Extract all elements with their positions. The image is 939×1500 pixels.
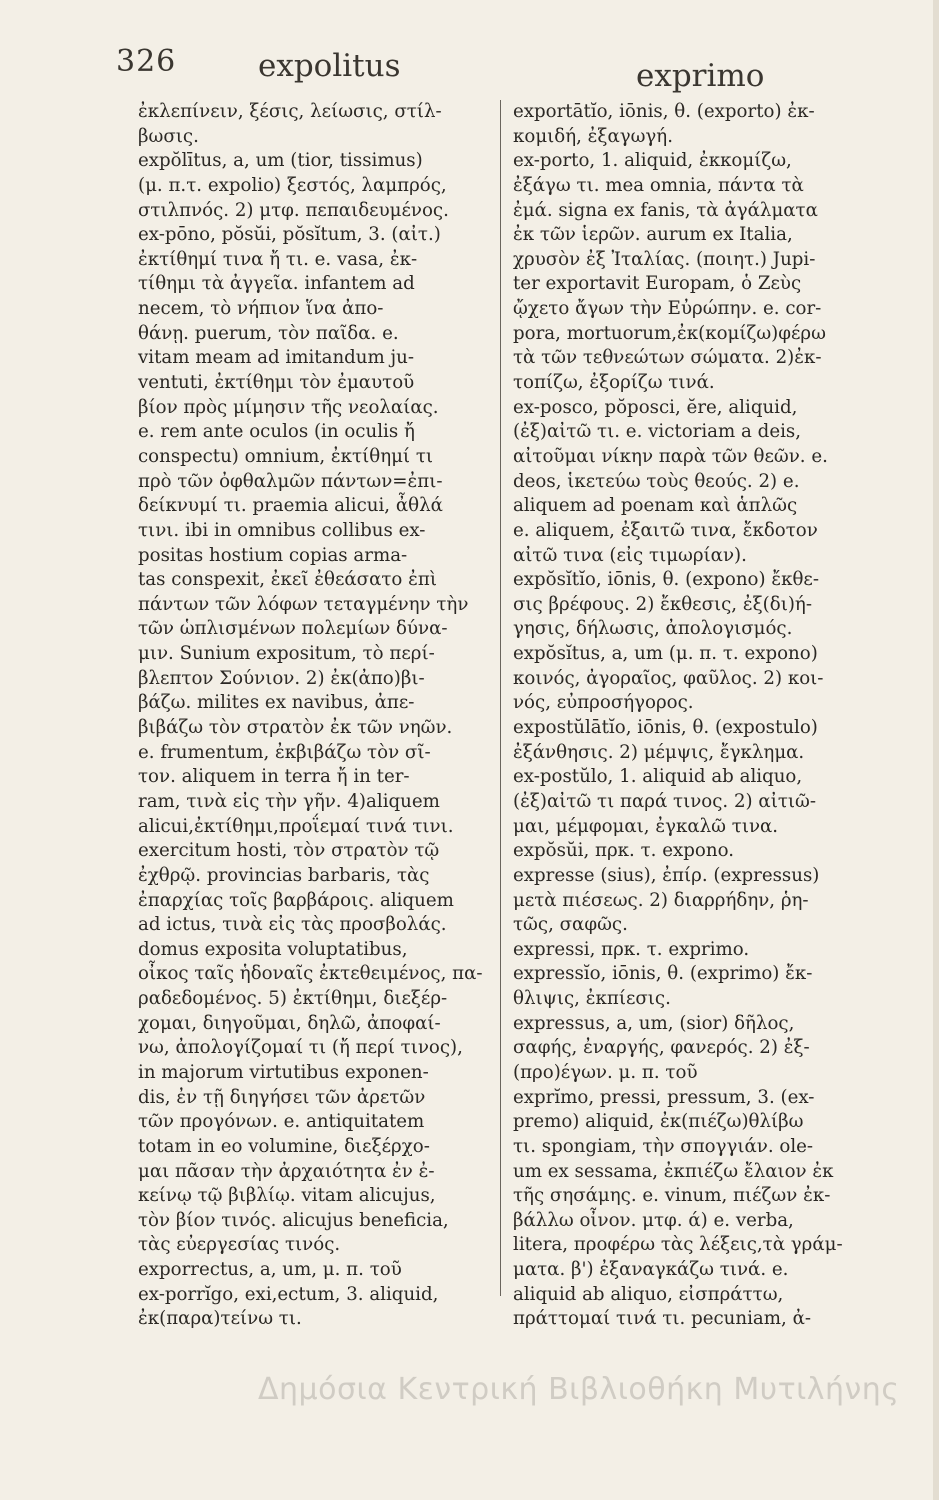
text-line: ex-pōno, pŏsŭi, pŏsĭtum, 3. (αἰτ.) [138, 224, 441, 246]
text-line: πρὸ τῶν ὀφθαλμῶν πάντων=ἐπι- [138, 470, 443, 492]
text-line: ἐπαρχίας τοῖς βαρβάροις. aliquem [138, 889, 454, 911]
text-line: in majorum virtutibus exponen- [138, 1061, 429, 1083]
text-line: alicui,ἐκτίθημι,προΐεμαί τινά τινι. [138, 815, 454, 837]
text-line: τῶν προγόνων. e. antiquitatem [138, 1111, 425, 1133]
text-line: αἰτοῦμαι νίκην παρὰ τῶν θεῶν. e. [513, 445, 828, 467]
text-line: κομιδή, ἐξαγωγή. [513, 125, 673, 147]
text-line: expŏsĭtĭo, iōnis, θ. (expono) ἔκθε- [513, 569, 819, 591]
text-line: exprĭmo, pressi, pressum, 3. (ex- [513, 1086, 815, 1108]
text-line: ad ictus, τινὰ εἰς τὰς προσβολάς. [138, 914, 447, 936]
text-line: βίον πρὸς μίμησιν τῆς νεολαίας. [138, 396, 439, 418]
library-watermark: Δημόσια Κεντρική Βιβλιοθήκη Μυτιλήνης [258, 1372, 900, 1407]
text-line: στιλπνός. 2) μτφ. πεπαιδευμένος. [138, 199, 449, 221]
text-line: tas conspexit, ἐκεῖ ἐθεάσατο ἐπὶ [138, 569, 438, 591]
text-line: ἐκ τῶν ἱερῶν. aurum ex Italia, [513, 224, 793, 246]
text-line: conspectu) omnium, ἐκτίθημί τι [138, 445, 434, 467]
text-line: aliquem ad poenam καὶ ἁπλῶς [513, 495, 798, 517]
text-line: τὰ τῶν τεθνεώτων σώματα. 2)ἐκ- [513, 347, 822, 369]
text-line: (ἐξ)αἰτῶ τι. e. victoriam a deis, [513, 421, 802, 443]
text-line: ἐξάνθησις. 2) μέμψις, ἔγκλημα. [513, 741, 805, 763]
text-line: δείκνυμί τι. praemia alicui, ἆθλά [138, 495, 443, 517]
text-line: expressus, a, um, (sior) δῆλος, [513, 1012, 795, 1034]
text-line: dis, ἐν τῇ διηγήσει τῶν ἀρετῶν [138, 1086, 426, 1108]
text-line: χομαι, διηγοῦμαι, δηλῶ, ἀποφαί- [138, 1012, 441, 1034]
text-line: deos, ἱκετεύω τοὺς θεούς. 2) e. [513, 470, 800, 492]
left-column [138, 100, 524, 1332]
text-line: αἰτῶ τινα (εἰς τιμωρίαν). [513, 544, 747, 566]
right-column [513, 100, 905, 1332]
text-line: vitam meam ad imitandum ju- [138, 347, 415, 369]
text-line: aliquid ab aliquo, εἰσπράττω, [513, 1283, 784, 1305]
text-line: expressi, πρκ. τ. exprimo. [513, 938, 750, 960]
text-line: expressĭo, iōnis, θ. (exprimo) ἔκ- [513, 963, 813, 985]
text-line: πάντων τῶν λόφων τεταγμένην τὴν [138, 593, 469, 615]
text-line: necem, τὸ νήπιον ἵνα ἀπο- [138, 298, 384, 320]
text-line: positas hostium copias arma- [138, 544, 408, 566]
text-line: πράττομαί τινά τι. pecuniam, ἀ- [513, 1308, 811, 1330]
text-line: μετὰ πιέσεως. 2) διαρρήδην, ῥη- [513, 889, 809, 911]
text-line: e. aliquem, ἐξαιτῶ τινα, ἔκδοτον [513, 519, 818, 541]
text-line: κοινός, ἀγοραῖος, φαῦλος. 2) κοι- [513, 667, 824, 689]
text-line: ραδεδομένος. 5) ἐκτίθημι, διεξέρ- [138, 988, 448, 1010]
text-line: ex-postŭlo, 1. aliquid ab aliquo, [513, 766, 803, 788]
text-line: ram, τινὰ εἰς τὴν γῆν. 4)aliquem [138, 790, 440, 812]
text-line: νω, ἀπολογίζομαί τι (ἤ περί τινος), [138, 1037, 463, 1059]
text-line: (μ. π.τ. expolio) ξεστός, λαμπρός, [138, 174, 447, 196]
text-line: σις βρέφους. 2) ἔκθεσις, ἐξ(δι)ή- [513, 593, 812, 615]
text-line: expŏlītus, a, um (tior, tissimus) [138, 150, 423, 172]
text-line: litera, προφέρω τὰς λέξεις,τὰ γράμ- [513, 1234, 843, 1256]
text-line: νός, εὐπροσήγορος. [513, 692, 694, 714]
text-line: (προ)έγων. μ. π. τοῦ [513, 1061, 698, 1083]
page-number: 326 [116, 44, 177, 79]
text-line: ἐκ(παρα)τείνω τι. [138, 1308, 302, 1330]
text-line: expŏsĭtus, a, um (μ. π. τ. expono) [513, 643, 818, 665]
text-line: βιβάζω τὸν στρατὸν ἐκ τῶν νηῶν. [138, 717, 453, 739]
text-line: τῆς σησάμης. e. vinum, πιέζων ἐκ- [513, 1185, 831, 1207]
text-line: ἐχθρῷ. provincias barbaris, τὰς [138, 864, 430, 886]
text-line: οἶκος ταῖς ἡδοναῖς ἐκτεθειμένος, πα- [138, 963, 483, 985]
text-line: ter exportavit Europam, ὁ Ζεὺς [513, 273, 802, 295]
text-line: premo) aliquid, ἐκ(πιέζω)θλίβω [513, 1111, 804, 1133]
text-line: χρυσὸν ἐξ Ἰταλίας. (ποιητ.) Jupi- [513, 248, 816, 270]
guide-word-right: exprimo [636, 58, 765, 94]
text-line: τινι. ibi in omnibus collibus ex- [138, 519, 426, 541]
text-line: σαφής, ἐναργής, φανερός. 2) ἐξ- [513, 1037, 810, 1059]
text-line: ἐκλεπίνειν, ξέσις, λείωσις, στίλ- [138, 101, 442, 122]
column-divider [500, 100, 501, 1296]
text-line: expŏsŭi, πρκ. τ. expono. [513, 840, 734, 862]
text-line: μαι, μέμφομαι, ἐγκαλῶ τινα. [513, 815, 779, 837]
text-line: τον. aliquem in terra ἤ in ter- [138, 766, 410, 788]
text-line: τῶν ὡπλισμένων πολεμίων δύνα- [138, 618, 448, 640]
text-line: βάλλω οἶνον. μτφ. ά) e. verba, [513, 1209, 794, 1231]
text-line: ex-posco, pŏposci, ĕre, aliquid, [513, 396, 798, 418]
text-line: ex-porrĭgo, exi,ectum, 3. aliquid, [138, 1283, 439, 1305]
text-line: γησις, δήλωσις, ἀπολογισμός. [513, 618, 793, 640]
text-line: e. frumentum, ἐκβιβάζω τὸν σῖ- [138, 741, 431, 763]
text-line: ἐμά. signa ex fanis, τὰ ἀγάλματα [513, 199, 818, 221]
text-line: τι. spongiam, τὴν σπογγιάν. ole- [513, 1135, 814, 1157]
text-line: βάζω. milites ex navibus, ἀπε- [138, 692, 415, 714]
text-line: expostŭlātĭo, iōnis, θ. (expostulo) [513, 717, 818, 739]
page-edge [933, 0, 939, 1500]
text-line: exporrectus, a, um, μ. π. τοῦ [138, 1259, 402, 1281]
text-line: e. rem ante oculos (in oculis ἤ [138, 421, 415, 443]
text-line: domus exposita voluptatibus, [138, 938, 408, 960]
guide-word-left: expolitus [258, 48, 401, 84]
text-line: μαι πᾶσαν τὴν ἀρχαιότητα ἐν ἐ- [138, 1160, 435, 1182]
text-line: ἐξάγω τι. mea omnia, πάντα τὰ [513, 174, 804, 196]
text-line: expresse (sius), ἐπίρ. (expressus) [513, 864, 820, 886]
text-line: ᾤχετο ἄγων τὴν Εὐρώπην. e. cor- [513, 298, 822, 320]
text-line: exercitum hosti, τὸν στρατὸν τῷ [138, 840, 440, 862]
text-line: pora, mortuorum,ἐκ(κομίζω)φέρω [513, 322, 826, 344]
text-line: τὰς εὐεργεσίας τινός. [138, 1234, 341, 1256]
text-line: totam in eo volumine, διεξέρχο- [138, 1135, 430, 1157]
text-line: ex-porto, 1. aliquid, ἐκκομίζω, [513, 150, 792, 172]
text-line: θλιψις, ἐκπίεσις. [513, 988, 671, 1010]
text-line: θάνῃ. puerum, τὸν παῖδα. e. [138, 322, 399, 344]
text-line: ματα. β') ἐξαναγκάζω τινά. e. [513, 1259, 789, 1281]
text-line: βωσις. [138, 125, 199, 147]
text-line: τὸν βίον τινός. alicujus beneficia, [138, 1209, 449, 1231]
text-line: μιν. Sunium expositum, τὸ περί- [138, 643, 435, 665]
text-line: (ἐξ)αἰτῶ τι παρά τινος. 2) αἰτιῶ- [513, 790, 816, 812]
text-line: τίθημι τὰ ἀγγεῖα. infantem ad [138, 273, 415, 295]
text-line: κείνῳ τῷ βιβλίῳ. vitam alicujus, [138, 1185, 436, 1207]
text-line: τῶς, σαφῶς. [513, 914, 628, 936]
text-line: ἐκτίθημί τινα ἤ τι. e. vasa, ἐκ- [138, 248, 418, 270]
text-line: exportātĭo, iōnis, θ. (exporto) ἐκ- [513, 101, 815, 122]
text-line: ventuti, ἐκτίθημι τὸν ἐμαυτοῦ [138, 372, 415, 394]
text-line: um ex sessama, ἐκπιέζω ἔλαιον ἐκ [513, 1160, 834, 1182]
text-line: τοπίζω, ἐξορίζω τινά. [513, 372, 715, 394]
text-line: βλεπτον Σούνιον. 2) ἐκ(ἀπο)βι- [138, 667, 425, 689]
